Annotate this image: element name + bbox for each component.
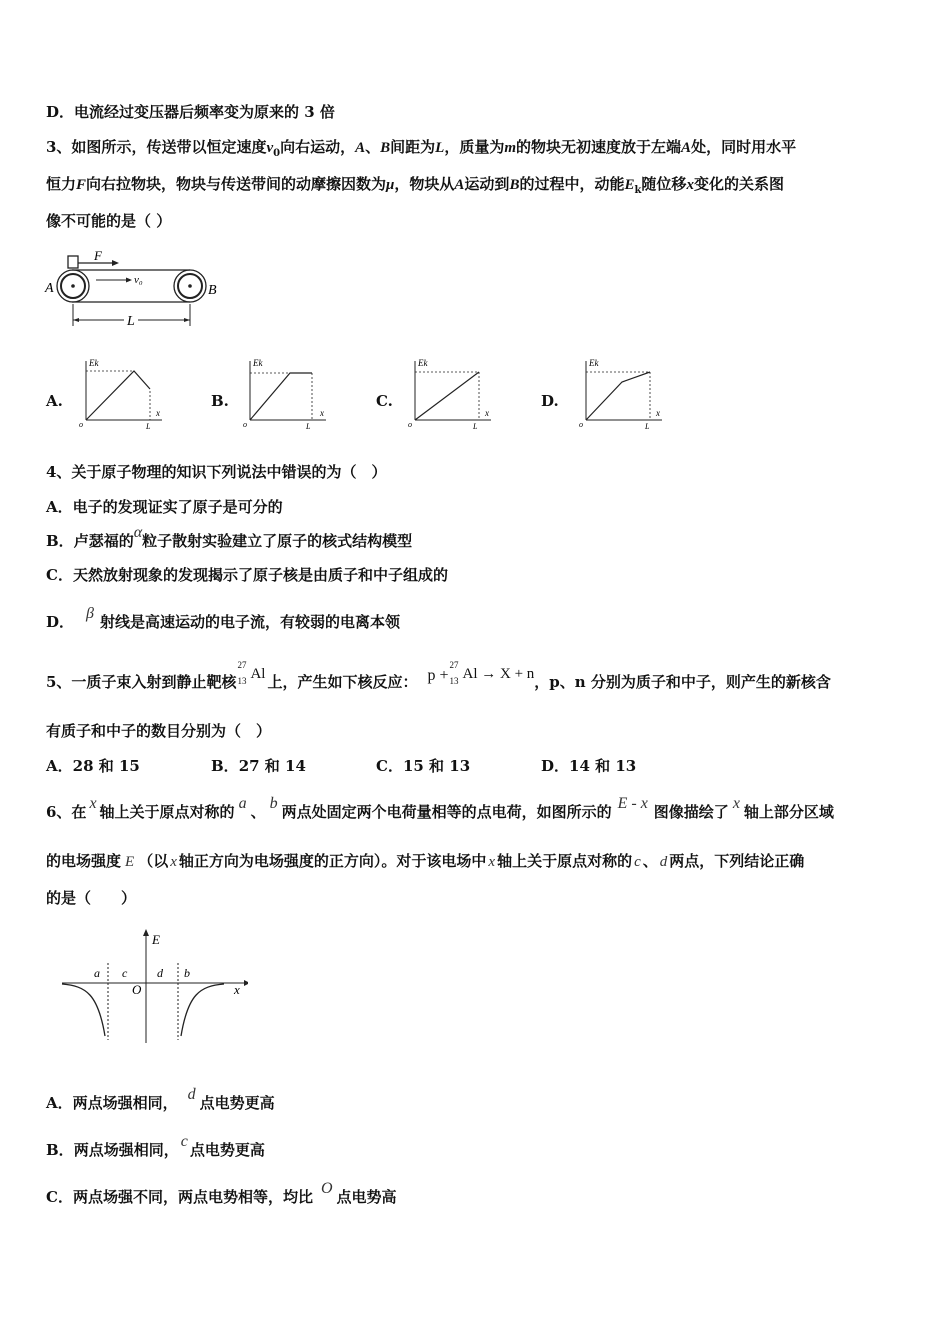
mass-number: 27 (449, 660, 459, 670)
length-l: L (435, 140, 445, 156)
q6-e-x-graph (58, 928, 248, 1048)
text: 轴上部分区域 (743, 803, 834, 821)
option-label: A． (46, 757, 73, 775)
q6-stem-line3: 的是（ ） (46, 889, 137, 907)
ek-subscript: k (634, 185, 642, 196)
velocity-arrowhead (126, 278, 132, 283)
q3-option-c-label[interactable]: C. (376, 392, 393, 410)
q4-option-b[interactable] (46, 524, 413, 552)
x-label: x (320, 408, 324, 418)
c-symbol: c (180, 1133, 188, 1150)
dim-arrow-left (73, 318, 79, 322)
mass-m: m (504, 140, 517, 156)
point-b: B (380, 140, 391, 156)
q6-option-b[interactable] (46, 1133, 265, 1161)
block (68, 256, 78, 268)
o-symbol: O (320, 1180, 333, 1197)
option-text: 15 和 13 (402, 757, 471, 775)
y-axis-arrow (143, 929, 149, 936)
beta-symbol: β (86, 605, 94, 622)
l-label: L (473, 422, 478, 430)
text: 的电场强度 (46, 852, 122, 870)
d-label: d (157, 966, 163, 980)
velocity-label: v₀ (134, 274, 143, 286)
text: 的物块无初速度放于左端 (516, 138, 682, 156)
al-isotope (237, 660, 266, 686)
text: 6、在 (46, 803, 87, 821)
x-label: x (485, 408, 489, 418)
q4-option-c[interactable] (46, 565, 448, 585)
equation-proton: p + (427, 667, 449, 684)
q5-option-a[interactable] (46, 755, 140, 776)
option-label: A． (46, 1094, 73, 1112)
q3-graph-c (405, 355, 495, 430)
q6-option-c[interactable] (46, 1180, 397, 1208)
text: 处，同时用水平 (691, 138, 797, 156)
q5-stem-line1 (46, 660, 831, 693)
b-label: b (184, 966, 190, 980)
option-label: D． (46, 103, 75, 121)
e-symbol: E (125, 854, 135, 870)
text: （以 (138, 852, 169, 870)
option-text: 电子的发现证实了原子是可分的 (72, 498, 283, 516)
x-axis-arrow (244, 980, 248, 986)
option-label: B． (211, 757, 239, 775)
q6-option-a[interactable] (46, 1086, 275, 1114)
option-text: 点电势更高 (199, 1094, 275, 1112)
q5-option-c[interactable] (376, 755, 470, 776)
atomic-number: 13 (449, 676, 459, 686)
label-l: L (127, 314, 135, 329)
conveyor-belt-figure (44, 248, 224, 330)
ek-label: Ek (89, 358, 99, 368)
l-label: L (645, 422, 650, 430)
equation-rest: Al → X + n (462, 666, 535, 682)
v0-subscript: 0 (273, 148, 281, 159)
text: ，p、n 分别为质子和中子，则产生的新核含 (534, 673, 831, 691)
option-text: 电流经过变压器后频率变为原来的 3 倍 (74, 103, 335, 121)
option-text: 27 和 14 (238, 757, 306, 775)
d-symbol: d (187, 1086, 196, 1103)
text: 的过程中，动能 (519, 175, 625, 193)
text: 随位移 (641, 175, 687, 193)
option-text: 14 和 13 (569, 757, 637, 775)
b-symbol: b (269, 795, 278, 812)
option-text: 点电势高 (336, 1188, 397, 1206)
d-symbol: d (659, 854, 668, 870)
option-label: D． (541, 757, 570, 775)
element-symbol: Al (250, 666, 266, 682)
curve (415, 372, 479, 420)
origin-label: o (579, 420, 583, 429)
origin-label: O (132, 982, 142, 997)
q3-stem-line3: 像不可能的是（ ） (46, 212, 172, 230)
curve-right-outer (181, 984, 224, 1036)
option-text: 天然放射现象的发现揭示了原子核是由质子和中子组成的 (72, 566, 448, 584)
text: 变化的关系图 (693, 175, 784, 193)
point-a: A (454, 177, 465, 193)
q6-stem-line2 (46, 851, 804, 872)
curve (250, 373, 312, 420)
text: 恒力 (46, 175, 77, 193)
mass-number: 27 (237, 660, 247, 670)
q5-option-d[interactable] (541, 755, 636, 776)
origin-label: o (408, 420, 412, 429)
option-text: 粒子散射实验建立了原子的核式结构模型 (142, 532, 413, 550)
text: ，物块从 (394, 175, 455, 193)
text: 两点，下列结论正确 (669, 852, 805, 870)
text: 、 (365, 138, 381, 156)
origin-label: o (79, 420, 83, 429)
curve (586, 372, 650, 420)
force-label: F (94, 248, 102, 263)
a-symbol: a (238, 795, 247, 812)
option-label: B． (46, 1141, 74, 1159)
origin-label: o (243, 420, 247, 429)
text: 轴上关于原点对称的 (99, 803, 235, 821)
option-text: 两点场强相同， (73, 1141, 179, 1159)
x-symbol: x (686, 177, 694, 193)
q4-stem: 4、关于原子物理的知识下列说法中错误的为（ ） (46, 463, 387, 481)
q3-graph-d (576, 355, 666, 430)
curve-left-outer (62, 984, 105, 1036)
option-label: D． (46, 613, 75, 631)
text: 、 (642, 852, 658, 870)
q3-stem-line2 (46, 174, 784, 201)
pulley-a-axle (71, 284, 75, 288)
text: 、 (250, 803, 266, 821)
x-label: x (656, 408, 660, 418)
option-text: 点电势更高 (189, 1141, 265, 1159)
ek-label: Ek (418, 358, 428, 368)
q3-option-d-label[interactable]: D. (541, 392, 559, 410)
a-label: a (94, 966, 100, 980)
atomic-number: 13 (237, 676, 247, 686)
ek-symbol: E (624, 177, 635, 193)
equation-al-isotope (449, 660, 535, 686)
option-text: 28 和 15 (72, 757, 140, 775)
text: ，质量为 (444, 138, 505, 156)
option-label: C． (376, 757, 403, 775)
option-text: 射线是高速运动的电子流，有较弱的电离本领 (99, 613, 400, 631)
label-b: B (208, 283, 217, 298)
q4-option-a[interactable] (46, 497, 283, 517)
q3-graph-a (76, 355, 166, 430)
x-symbol: x (170, 854, 177, 870)
text: 3、如图所示，传送带以恒定速度 (46, 138, 267, 156)
option-text: 两点场强不同，两点电势相等，均比 (72, 1188, 313, 1206)
alpha-symbol: α (133, 524, 143, 541)
e-label: E (152, 932, 160, 947)
option-label: B． (46, 532, 74, 550)
force-arrowhead (112, 260, 119, 266)
text: 轴上关于原点对称的 (497, 852, 633, 870)
mu-symbol: μ (386, 177, 395, 193)
q3-graph-b (240, 355, 330, 430)
ek-label: Ek (589, 358, 599, 368)
q2-option-d (46, 102, 335, 122)
option-text: 两点场强相同， (72, 1094, 178, 1112)
x-symbol: x (89, 795, 97, 812)
q3-option-a-label[interactable]: A. (46, 392, 63, 410)
text: 运动到 (464, 175, 510, 193)
text: 轴正方向为电场强度的正方向）。对于该电场中 (178, 852, 487, 870)
point-a: A (681, 140, 692, 156)
text: 两点处固定两个电荷量相等的点电荷，如图所示的 (281, 803, 612, 821)
x-symbol: x (732, 795, 740, 812)
ek-label: Ek (253, 358, 263, 368)
q6-stem-line1 (46, 795, 834, 823)
option-text: 卢瑟福的 (73, 532, 134, 550)
q4-option-d[interactable] (46, 605, 400, 633)
curve (86, 371, 150, 420)
point-b: B (509, 177, 520, 193)
q3-option-b-label[interactable]: B. (211, 392, 229, 410)
text: 图像描绘了 (653, 803, 729, 821)
text: 上，产生如下核反应： (267, 673, 418, 691)
pulley-b-axle (188, 284, 192, 288)
text: 向右拉物块，物块与传送带间的动摩擦因数为 (86, 175, 387, 193)
x-label: x (156, 408, 160, 418)
x-label: x (234, 982, 240, 997)
option-label: A． (46, 498, 73, 516)
c-symbol: c (634, 854, 641, 870)
curve-middle-hidden (111, 983, 176, 1036)
q3-stem-line1 (46, 137, 796, 164)
force-f: F (76, 177, 87, 193)
l-label: L (146, 422, 151, 430)
dim-arrow-right (184, 318, 190, 322)
text: 向右运动， (280, 138, 356, 156)
e-x-symbol: E - x (617, 795, 648, 812)
q5-option-b[interactable] (211, 755, 306, 776)
c-label: c (122, 966, 128, 980)
q5-stem-line2: 有质子和中子的数目分别为（ ） (46, 722, 272, 740)
label-a: A (45, 281, 54, 296)
option-label: C． (46, 1188, 73, 1206)
text: 5、一质子束入射到静止靶核 (46, 673, 237, 691)
text: 间距为 (390, 138, 436, 156)
v0-symbol: v (266, 140, 274, 156)
l-label: L (306, 422, 311, 430)
x-symbol: x (488, 854, 496, 870)
option-label: C． (46, 566, 73, 584)
point-a: A (355, 140, 366, 156)
